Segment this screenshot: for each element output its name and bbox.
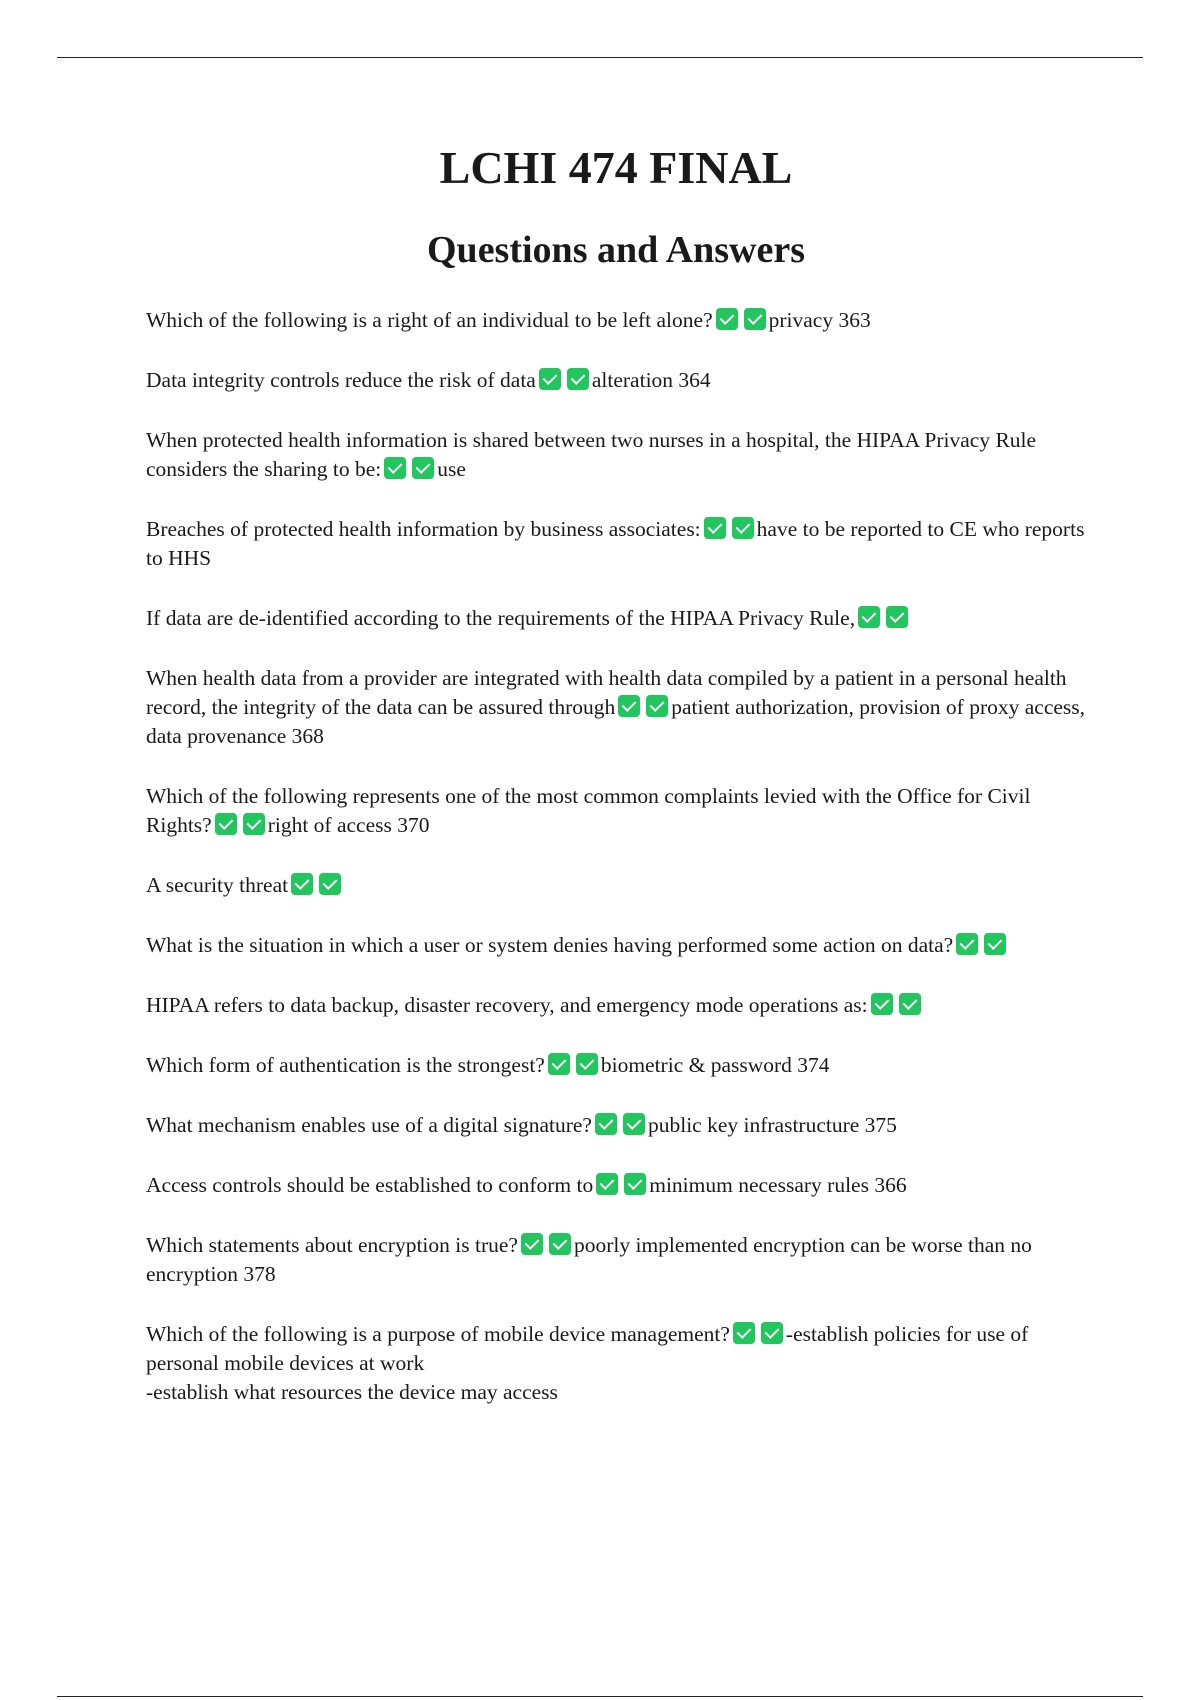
qa-item xyxy=(146,1171,1096,1200)
check-mark-icon xyxy=(618,695,640,717)
question-text: HIPAA refers to data backup, disaster recovery, and emergency mode operations as: xyxy=(146,993,868,1017)
check-mark-icon xyxy=(732,517,754,539)
qa-item xyxy=(146,1111,1096,1140)
check-mark-icon xyxy=(549,1233,571,1255)
check-mark-icon xyxy=(412,457,434,479)
check-mark-icon xyxy=(291,873,313,895)
document-title: LCHI 474 FINAL xyxy=(439,142,793,193)
check-mark-icon xyxy=(886,606,908,628)
question-text: Which of the following is a purpose of mobile device management? xyxy=(146,1322,730,1346)
bottom-rule xyxy=(57,1696,1143,1697)
answer-text: patient authorization, provision of proxy access, data provenance 368 xyxy=(146,695,1086,748)
check-mark-icon xyxy=(761,1322,783,1344)
document-subtitle: Questions and Answers xyxy=(427,229,805,271)
question-text: Which of the following is a right of an individual to be left alone? xyxy=(146,308,713,332)
qa-item xyxy=(146,782,1096,840)
question-text: Which statements about encryption is true? xyxy=(146,1233,518,1257)
qa-item xyxy=(146,515,1096,573)
check-mark-icon xyxy=(871,993,893,1015)
question-text: What mechanism enables use of a digital signature? xyxy=(146,1113,592,1137)
check-mark-icon xyxy=(576,1053,598,1075)
answer-text: minimum necessary rules 366 xyxy=(649,1173,907,1197)
check-mark-icon xyxy=(624,1173,646,1195)
answer-text: public key infrastructure 375 xyxy=(647,1113,897,1137)
check-mark-icon xyxy=(733,1322,755,1344)
question-text: Breaches of protected health information by business associates: xyxy=(146,517,701,541)
check-mark-icon xyxy=(858,606,880,628)
top-rule xyxy=(57,57,1143,58)
qa-item xyxy=(146,871,1096,900)
question-text: What is the situation in which a user or system denies having performed some action on data? xyxy=(146,933,954,957)
check-mark-icon xyxy=(595,1113,617,1135)
qa-item xyxy=(146,366,1096,395)
qa-item xyxy=(146,306,1096,335)
qa-item xyxy=(146,991,1096,1020)
answer-text: poorly implemented encryption can be worse than no encryption 378 xyxy=(146,1233,1032,1286)
check-mark-icon xyxy=(215,813,237,835)
check-mark-icon xyxy=(956,933,978,955)
check-mark-icon xyxy=(548,1053,570,1075)
answer-text: alteration 364 xyxy=(591,368,711,392)
check-mark-icon xyxy=(744,308,766,330)
qa-item xyxy=(146,1231,1096,1289)
answer-text: have to be reported to CE who reports to HHS xyxy=(146,517,1085,570)
check-mark-icon xyxy=(521,1233,543,1255)
check-mark-icon xyxy=(984,933,1006,955)
question-text: Access controls should be established to conform to xyxy=(146,1173,594,1197)
check-mark-icon xyxy=(623,1113,645,1135)
check-mark-icon xyxy=(384,457,406,479)
check-mark-icon xyxy=(899,993,921,1015)
check-mark-icon xyxy=(539,368,561,390)
check-mark-icon xyxy=(646,695,668,717)
question-text: Which of the following represents one of the most common complaints levied with the Office for Civil Rights? xyxy=(146,784,1031,837)
check-mark-icon xyxy=(319,873,341,895)
qa-list xyxy=(146,306,1096,1438)
question-text: If data are de-identified according to the requirements of the HIPAA Privacy Rule, xyxy=(146,606,856,630)
question-text: Data integrity controls reduce the risk of data xyxy=(146,368,536,392)
answer-text: use xyxy=(437,457,466,481)
check-mark-icon xyxy=(716,308,738,330)
question-text: Which form of authentication is the strongest? xyxy=(146,1053,545,1077)
qa-item xyxy=(146,931,1096,960)
qa-item xyxy=(146,426,1096,484)
question-text: A security threat xyxy=(146,873,289,897)
qa-item xyxy=(146,1051,1096,1080)
qa-item xyxy=(146,604,1096,633)
qa-item xyxy=(146,1320,1096,1407)
check-mark-icon xyxy=(596,1173,618,1195)
check-mark-icon xyxy=(243,813,265,835)
answer-text: -establish policies for use of personal mobile devices at work -establish what resources the device may access xyxy=(146,1322,1029,1404)
check-mark-icon xyxy=(567,368,589,390)
qa-item xyxy=(146,664,1096,751)
check-mark-icon xyxy=(704,517,726,539)
answer-text: biometric & password 374 xyxy=(600,1053,830,1077)
answer-text: right of access 370 xyxy=(267,813,430,837)
question-text: When protected health information is shared between two nurses in a hospital, the HIPAA Privacy Rule considers the sharing to be: xyxy=(146,428,1037,481)
answer-text: privacy 363 xyxy=(768,308,871,332)
question-text: When health data from a provider are integrated with health data compiled by a patient in a personal health record, the integrity of the data can be assured through xyxy=(146,666,1067,719)
